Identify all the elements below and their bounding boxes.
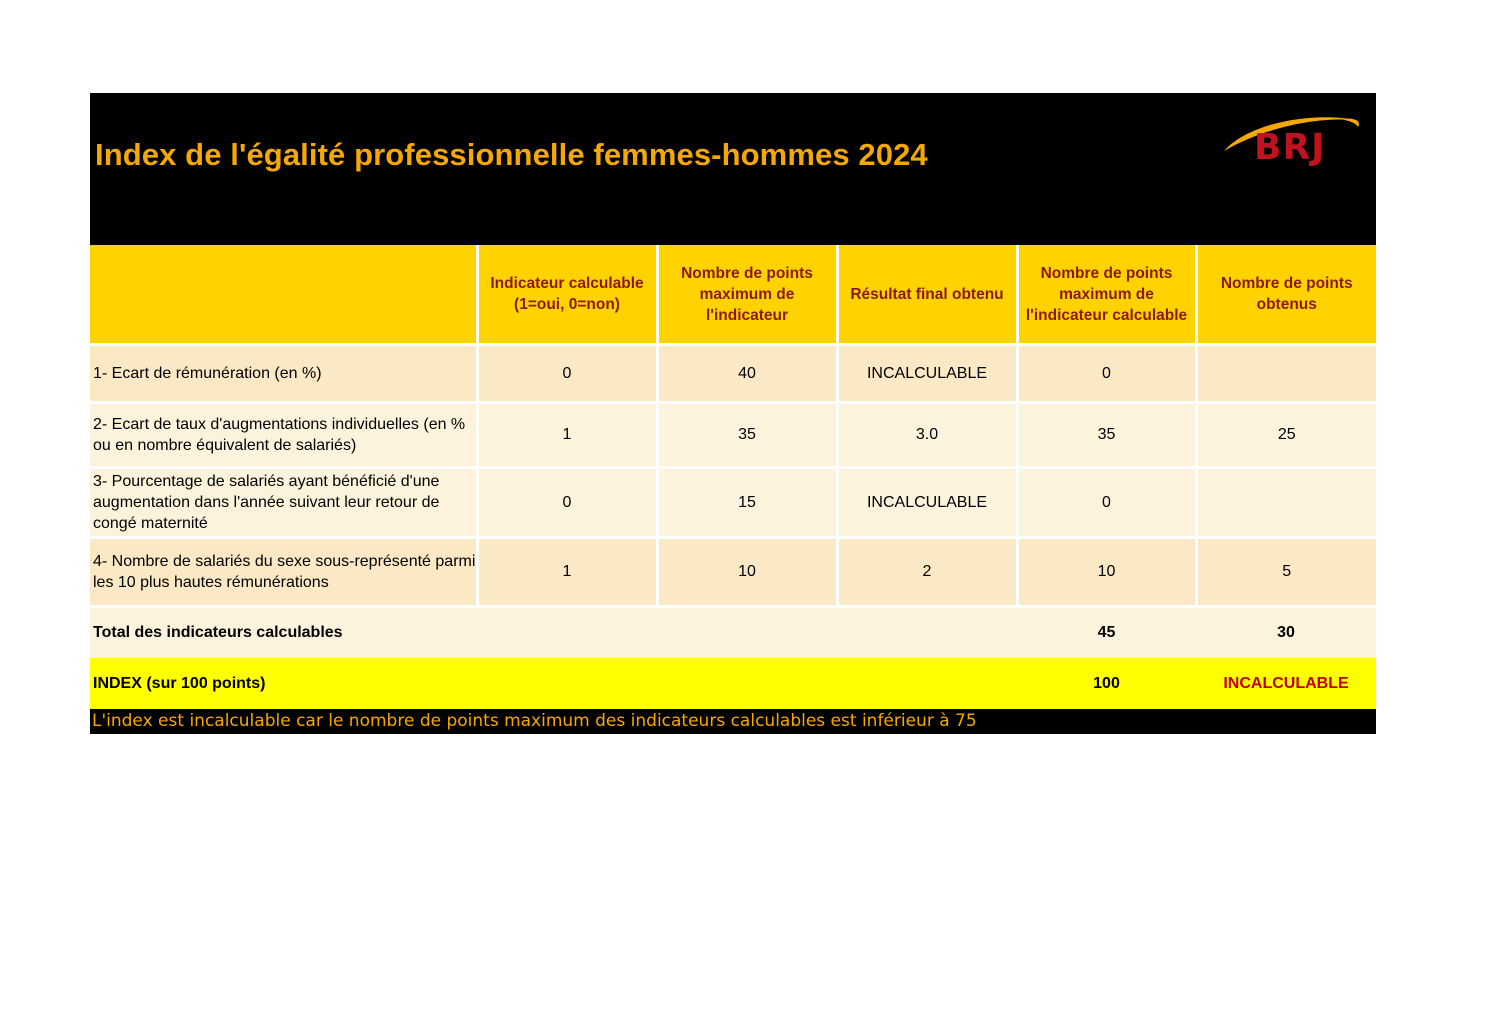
table-header-row: [90, 245, 1376, 345]
page-title: Index de l'égalité professionnelle femmes-hommes 2024: [95, 137, 928, 172]
max-points-cell: 15: [657, 468, 837, 538]
total-row: [90, 607, 1376, 659]
logo-text: BRJ: [1254, 127, 1326, 168]
index-row: [90, 658, 1376, 709]
max-calc-cell: 35: [1017, 403, 1196, 468]
index-max-calc: 100: [1017, 658, 1196, 709]
indicator-label: 1- Ecart de rémunération (en %): [90, 345, 477, 403]
obtained-cell: [1196, 468, 1376, 538]
total-obtained: 30: [1196, 607, 1376, 659]
column-header: Nombre de points maximum de l'indicateur calculable: [1017, 245, 1196, 345]
max-calc-cell: 10: [1017, 538, 1196, 607]
column-header: Résultat final obtenu: [837, 245, 1017, 345]
index-sheet: [90, 93, 1376, 734]
obtained-cell: [1196, 345, 1376, 403]
calculable-cell: 0: [477, 345, 657, 403]
table-row: [90, 403, 1376, 468]
indicator-label: 4- Nombre de salariés du sexe sous-représenté parmi les 10 plus hautes rémunérations: [90, 538, 477, 607]
max-points-cell: 40: [657, 345, 837, 403]
table-row: [90, 468, 1376, 538]
calculable-cell: 0: [477, 468, 657, 538]
column-header: Nombre de points maximum de l'indicateur: [657, 245, 837, 345]
title-banner: [90, 93, 1376, 245]
result-cell: 2: [837, 538, 1017, 607]
table-row: [90, 538, 1376, 607]
obtained-cell: 5: [1196, 538, 1376, 607]
indicators-table: [90, 245, 1376, 709]
result-cell: 3.0: [837, 403, 1017, 468]
column-header: [90, 245, 477, 345]
calculable-cell: 1: [477, 538, 657, 607]
brj-logo: [1220, 113, 1365, 179]
footnote: L'index est incalculable car le nombre de points maximum des indicateurs calculables est inférieur à 75: [90, 709, 1376, 734]
column-header: Nombre de points obtenus: [1196, 245, 1376, 345]
calculable-cell: 1: [477, 403, 657, 468]
max-points-cell: 10: [657, 538, 837, 607]
max-points-cell: 35: [657, 403, 837, 468]
result-cell: INCALCULABLE: [837, 345, 1017, 403]
max-calc-cell: 0: [1017, 345, 1196, 403]
table-row: [90, 345, 1376, 403]
index-result: INCALCULABLE: [1196, 658, 1376, 709]
index-label: INDEX (sur 100 points): [90, 658, 1017, 709]
indicator-label: 3- Pourcentage de salariés ayant bénéficié d'une augmentation dans l'année suivant leur retour de congé maternité: [90, 468, 477, 538]
column-header: Indicateur calculable (1=oui, 0=non): [477, 245, 657, 345]
indicator-label: 2- Ecart de taux d'augmentations individuelles (en % ou en nombre équivalent de salariés): [90, 403, 477, 468]
total-label: Total des indicateurs calculables: [90, 607, 1017, 659]
result-cell: INCALCULABLE: [837, 468, 1017, 538]
total-max-calc: 45: [1017, 607, 1196, 659]
max-calc-cell: 0: [1017, 468, 1196, 538]
obtained-cell: 25: [1196, 403, 1376, 468]
